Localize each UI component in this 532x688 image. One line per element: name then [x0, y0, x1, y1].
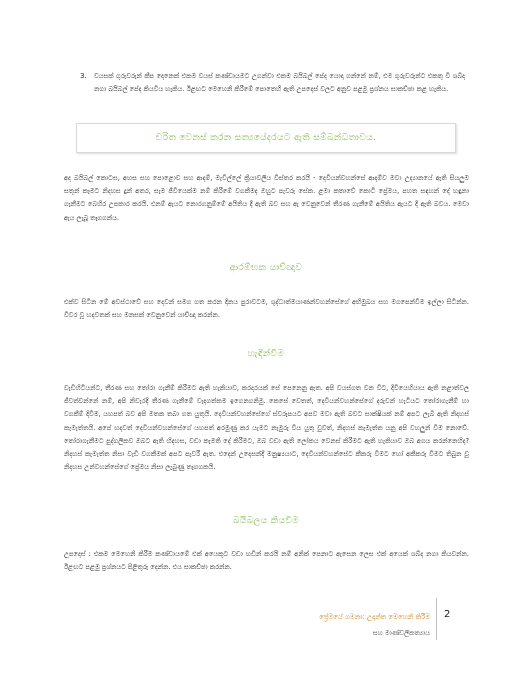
- item-number: 3.: [80, 72, 87, 80]
- footer-title-line1: ප්‍රේමයේ ගමනා: උදාන්ත මෙහෙනි කිරීම: [319, 613, 430, 621]
- bible-reading-paragraph: උපදෙස් : එකම මෙහෙනි කිරීම කණ්ඩායමේ එක් අයෙකුට වඩා හඩින් කරයි නම් අනික් පෙනාට ඇසෙන ලෙස එක් අයෙක් ශබ්ද නගා කියවන්න. ඊළඟට පළමු ප්‍රශ්නයට පිළිතුරු දෙන්න. එය සාකච්ඡා කරන්න.: [64, 550, 469, 572]
- banner-title: චරිත වෙනස් කරන සත්‍යයේදරයට ඇති සම්බන්ධතාවය.: [155, 133, 377, 143]
- numbered-item-3: [80, 70, 465, 96]
- section-banner: [76, 123, 456, 153]
- heading-bible-reading: බයිබලය කියවීම: [232, 516, 300, 526]
- heading-opening-prayer: ආරම්භක යාච්ඥාව: [229, 263, 303, 273]
- intro-paragraph: අද බයිබල් කොටස, අහස සහ පොළොව සහ ආදම්, මැවිල්ලේ ක්‍රියාවලිය විස්තර කරයි - දෙවියන්වහන්සේ ආදම්ව මවා උද්‍යානයේ ඇති සියලුම සතුන් කෑමට නිදහස දුන් අතර, සැම ජීවියෙක්ම නම් කිරීමේ වගකීමද ඔහුට පැවරු සේක. ළමා කතාවේ කොටී ප්‍රේමය, පහත සඳහන් දේ හඳුනා ගැනීමට බෙහිර උපකාර කරයි. එනම් ඇයට නොරගනුම්මේ අයිතිය දී ඇති බව සහ ඇ වෙනුවෙන් තීරණ ගැනීමේ අයිතිය ඇයට දී ඇති බවය. මෙවා ඇය ලැබූ තෑගගන්ය.: [64, 174, 469, 222]
- introduction-paragraph: වැඩිහිටියන්ට, තීරණ සහ තෝරා ගැනීම් කිරීමට ඇති හැකියාව, කරදරයක් සේ පෙනෙනු ඇත. අපි වයස්ගත වන විට, දිවියෙහියාය ඇති නළාත්වල ජීවත්වන්නේ නම්, අපි නිවැරදි තීරණ ගැනීමේ වැදගත්කම ඉගෙනගනිමු. කෙසේ වෙතත්, දෙවියන්වහන්සේගේ දරුවන් හැටියට තෝරාගැනීම් හා වගකීම් දිවීම, යහපත් බව අපි මතක තබා ගත යුතුයි. දෙවියන්වහන්සේගේ ස්වරූපයට අපව මවා ඇති බවට සාක්ෂියක් නම් අපට ලැබී ඇති නිදහස් කැමැත්තයි. අපේ හදවත් දෙවියන්වහන්සේගේ යහපත් අරමුණු කර යැමට නැමුරු විය යුතු වුවත්, නිදහස් කැමැත්ත යනු අපි වහලුන් විම නොවේ. තෝරාගැනීමට පුද්ගලිකව ඔබට ඇති හිදහස, වඩා කැමති දේ කිරීමට, ඔබ වඩා ඇති ලෝකය වෙනස් කිරීමට ඇති හැකියාව ඔබ අගය කරන්නෙහිද? නිදහස් කැමැත්ත නිසා වැඩි වගකීමක් අපට පැවරී ඇත. එදෙන් උදෙසන්දී මනුෂ්‍යයාට, දෙවියන්වහන්සේට කීකරු වීමට හෝ අකීකරු වීමට තිබුන වූ නිදහස උන්වහන්සේගේ ප්‍රේමය නිසා ලැබුණු තෑගගකයි.: [64, 384, 469, 472]
- item-text: වයසක් ගුරුවරුන් කීප දෙනෙක් එකම වයස් කණ්ඩායමට උගන්වා එකම බයිබල් පේද යොදා ගන්නේ නම්, එම ගුරුවරුන්ට එකතු වී ශබ්ද නගා බයිබල් පේද කියවිය හැකිය. ඊළඟට මෙහෙනි කිරීමේ පොතෙහි ඇති උපදෙස් වලට අනුව පළමු ප්‍රශ්නය සාකච්ඡා කළ හැකිය.: [94, 72, 465, 94]
- heading-introduction: හැඳින්වීම: [247, 349, 285, 359]
- footer-divider: [436, 598, 437, 640]
- footer-title-line2: සහ මාණ්ඩලිකත්‍ය‍ාය: [372, 629, 430, 637]
- page-number: 2: [444, 609, 451, 620]
- opening-prayer-paragraph: එක්ව සිටින මේ අවස්ථාවේ සහ දෙවන් සමග ගත කරන දිනය පුරාවටම, ශුද්ධාත්මයාණන්වහන්සේගේ අභිමුඛය සහ මගපෙන්වීම ඉල්ලා සිටින්න. විවර වූ හදවතක් සහ මනසක් වෙනුවෙන් යාච්ඥා කරන්න.: [64, 298, 469, 320]
